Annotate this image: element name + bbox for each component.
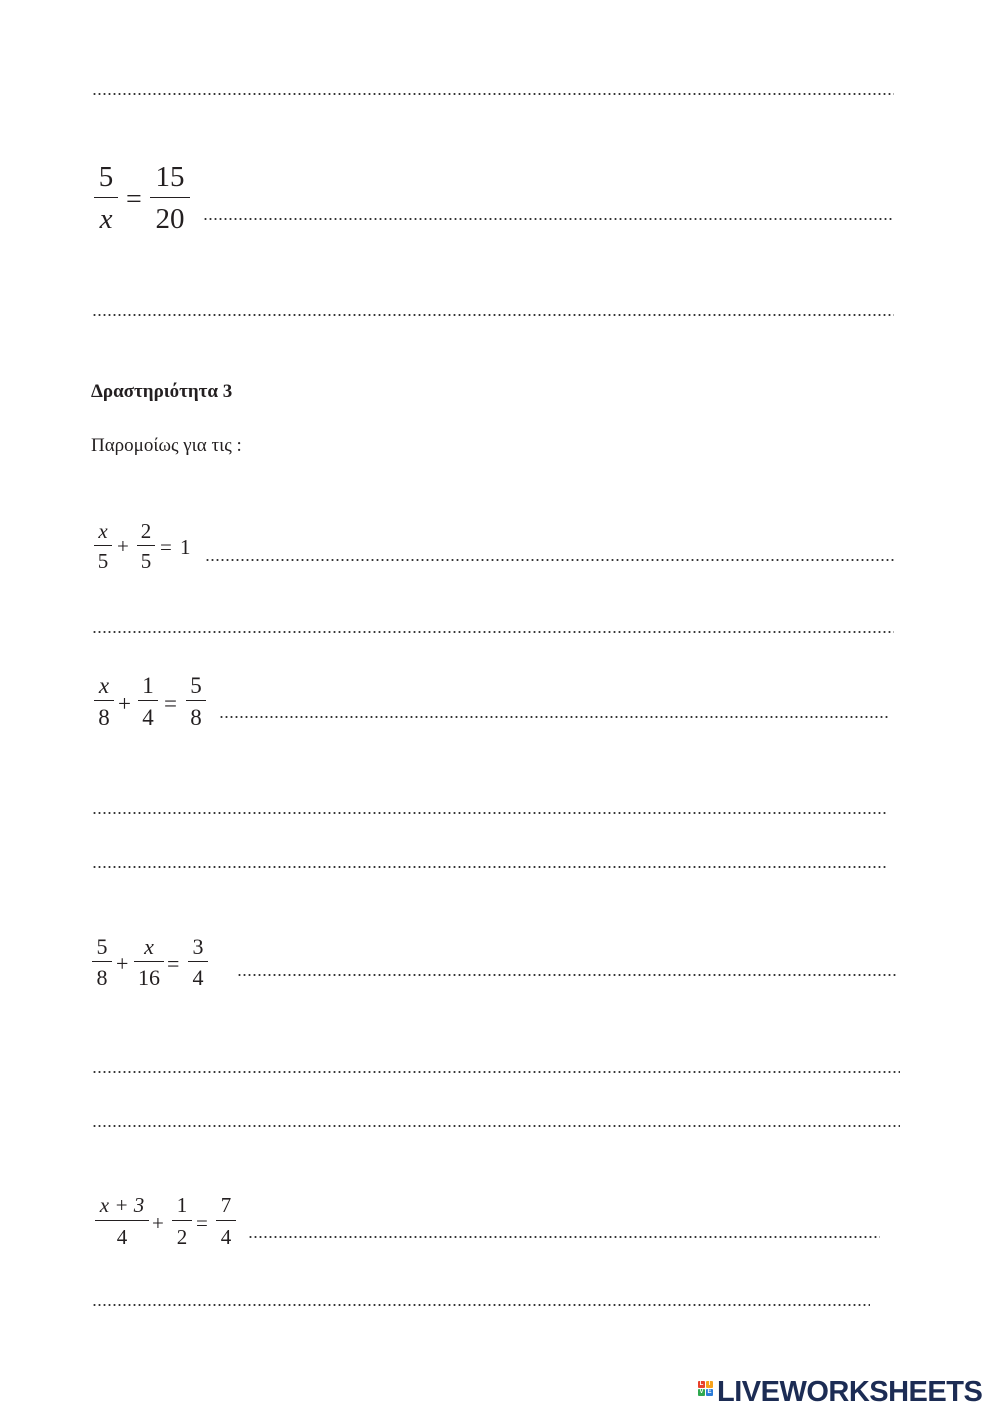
denominator: 20 (155, 203, 185, 235)
answer-line[interactable] (92, 1123, 900, 1129)
eq2-fraction-a (94, 674, 114, 729)
eq2-fraction-b (138, 674, 158, 729)
intro-lhs-fraction (94, 163, 118, 234)
activity-title: Δραστηριότητα 3 (91, 381, 233, 402)
answer-line[interactable] (92, 1069, 900, 1075)
answer-line[interactable] (92, 864, 887, 870)
eq3-fraction-b (134, 936, 164, 989)
eq4-fraction-b (172, 1195, 192, 1248)
eq1-result: 1 (180, 535, 191, 559)
numerator: 5 (98, 161, 114, 193)
denominator: 5 (97, 549, 109, 573)
denominator: 8 (96, 965, 108, 990)
numerator: 1 (176, 1193, 188, 1217)
answer-line[interactable] (248, 1234, 880, 1240)
denominator: x (99, 203, 113, 235)
logo-text: LIVEWORKSHEETS (717, 1376, 983, 1408)
eq3-fraction-a (92, 936, 112, 989)
answer-line[interactable] (92, 312, 894, 318)
plus-sign: + (118, 691, 131, 716)
logo-letter: E (707, 1388, 712, 1395)
eq2-fraction-c (186, 674, 206, 729)
numerator: x (98, 519, 108, 543)
answer-line[interactable] (92, 1302, 870, 1308)
numerator: x (98, 673, 110, 698)
equals-sign: = (196, 1211, 208, 1235)
answer-line[interactable] (92, 810, 887, 816)
denominator: 2 (176, 1225, 188, 1249)
numerator: 15 (155, 161, 185, 193)
denominator: 4 (192, 965, 204, 990)
numerator: 5 (190, 673, 202, 698)
eq3-fraction-c (188, 936, 208, 989)
logo-letter: L (699, 1380, 704, 1387)
answer-line[interactable] (92, 629, 894, 635)
numerator: 3 (192, 934, 204, 959)
eq1-fraction-b (137, 521, 155, 572)
numerator: 7 (220, 1193, 232, 1217)
plus-sign: + (152, 1211, 164, 1235)
answer-line[interactable] (205, 557, 894, 563)
denominator: 4 (116, 1225, 128, 1249)
numerator: x + 3 (99, 1193, 145, 1217)
plus-sign: + (116, 951, 129, 976)
logo-mark-icon (698, 1381, 714, 1405)
denominator: 4 (142, 705, 154, 730)
denominator: 8 (98, 705, 110, 730)
denominator: 16 (138, 965, 160, 990)
answer-line[interactable] (203, 216, 894, 222)
answer-line[interactable] (92, 91, 894, 97)
numerator: 2 (140, 519, 152, 543)
denominator: 8 (190, 705, 202, 730)
numerator: 5 (96, 934, 108, 959)
logo-letter: V (699, 1388, 704, 1395)
eq4-fraction-a (95, 1195, 149, 1248)
liveworksheets-logo (698, 1376, 982, 1409)
intro-rhs-fraction (150, 163, 190, 234)
numerator: x (144, 934, 154, 959)
numerator: 1 (142, 673, 154, 698)
equals-sign: = (164, 691, 177, 716)
eq1-fraction-a (94, 521, 112, 572)
eq4-fraction-c (216, 1195, 236, 1248)
equals-sign: = (167, 951, 180, 976)
answer-line[interactable] (237, 972, 898, 978)
denominator: 5 (140, 549, 152, 573)
equals-sign: = (126, 184, 142, 215)
answer-line[interactable] (219, 714, 888, 720)
logo-letter: I (706, 1381, 713, 1388)
equals-sign: = (160, 535, 172, 559)
activity-instruction: Παρομοίως για τις : (91, 435, 242, 456)
denominator: 4 (220, 1225, 232, 1249)
plus-sign: + (117, 534, 129, 558)
